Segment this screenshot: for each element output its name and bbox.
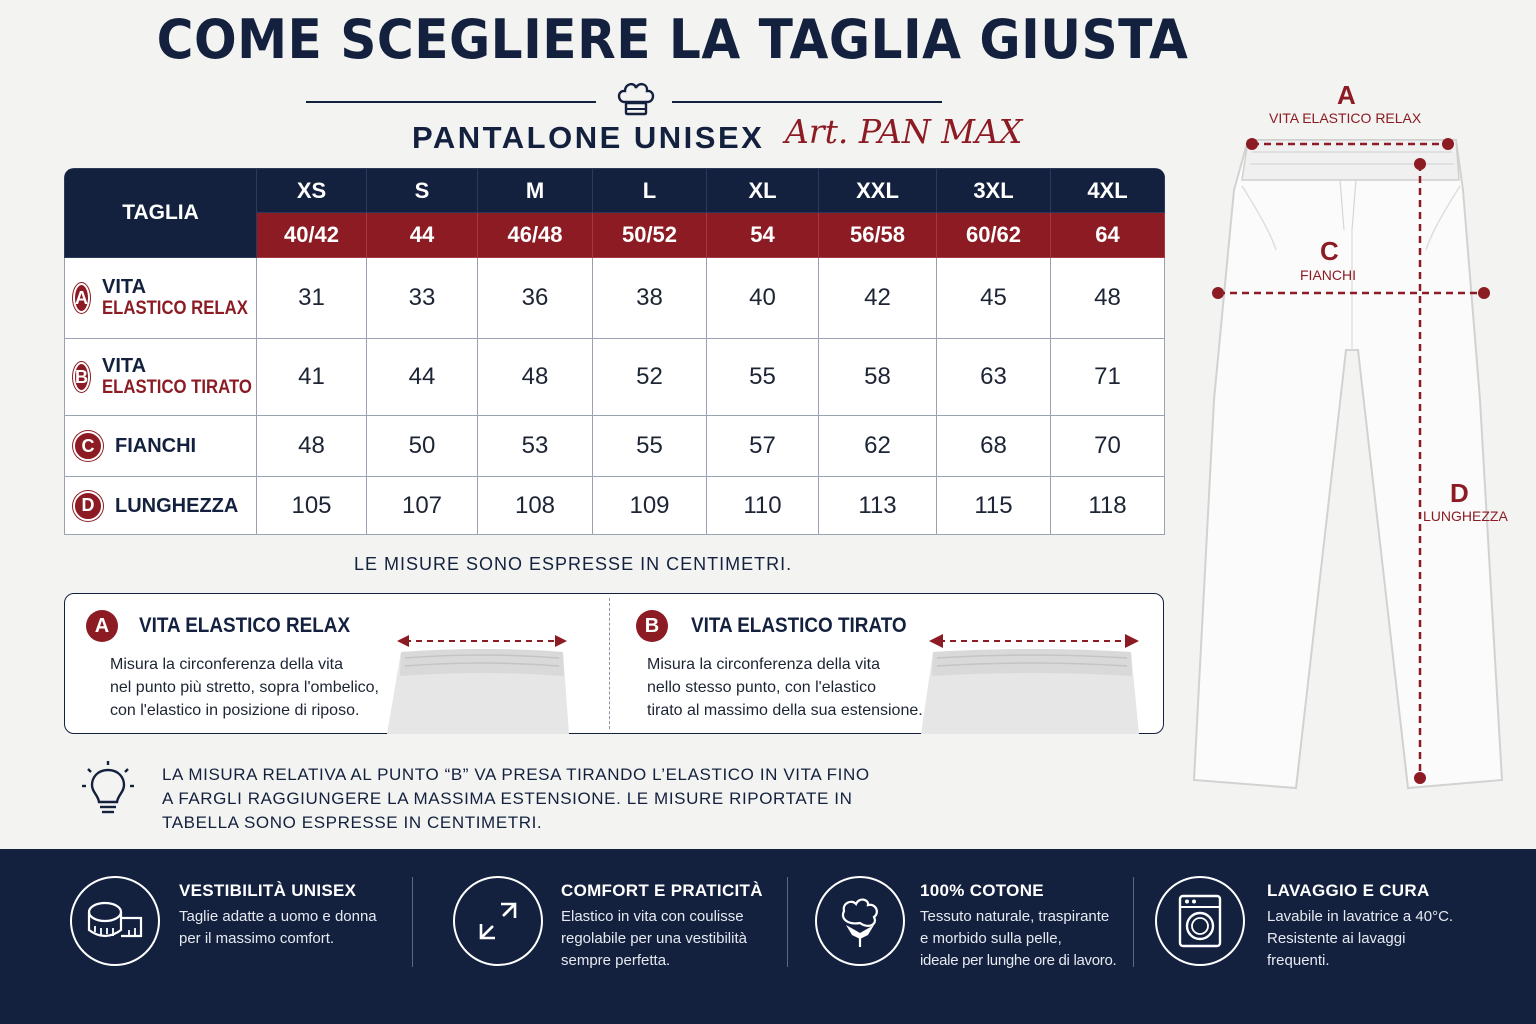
desc-line: frequenti. [1267, 952, 1330, 969]
feature-comfort [412, 849, 787, 1024]
row-label-main: VITA [102, 275, 147, 298]
desc-line: nel punto più stretto, sopra l'ombelico, [110, 679, 379, 696]
measuring-tape-icon [70, 876, 160, 966]
table-cell: 55 [593, 416, 707, 477]
product-subtitle: PANTALONE UNISEX [412, 120, 765, 155]
desc-line: con l'elastico in posizione di riposo. [110, 702, 360, 719]
feature-desc [1267, 906, 1497, 972]
table-cell: 110 [707, 477, 819, 535]
pants-label-c-letter: C [1320, 236, 1339, 266]
table-cell: 38 [593, 258, 707, 339]
desc-line: e morbido sulla pelle, [920, 930, 1062, 947]
cotton-flower-icon [815, 876, 905, 966]
expand-arrows-icon [453, 876, 543, 966]
desc-line: per il massimo comfort. [179, 930, 335, 947]
size-header: M [478, 169, 593, 213]
table-cell: 57 [707, 416, 819, 477]
desc-line: tirato al massimo della sua estensione. [647, 702, 923, 719]
table-row [65, 258, 1165, 339]
table-cell: 109 [593, 477, 707, 535]
table-cell: 62 [819, 416, 937, 477]
table-corner-label: TAGLIA [65, 169, 257, 258]
table-cell: 42 [819, 258, 937, 339]
feature-desc [920, 906, 1140, 972]
row-label-sub: ELASTICO RELAX [102, 297, 248, 319]
table-cell: 48 [478, 339, 593, 416]
pants-label-c: FIANCHI [1300, 267, 1356, 283]
table-cell: 48 [257, 416, 367, 477]
table-cell: 36 [478, 258, 593, 339]
table-cell: 107 [367, 477, 478, 535]
desc-line: Taglie adatte a uomo e donna [179, 908, 377, 925]
size-header: L [593, 169, 707, 213]
feature-cotton [787, 849, 1133, 1024]
row-label [65, 339, 257, 416]
it-size-header: 50/52 [593, 213, 707, 258]
row-label [65, 477, 257, 535]
table-cell: 53 [478, 416, 593, 477]
feature-unisex [0, 849, 410, 1024]
table-cell: 50 [367, 416, 478, 477]
waist-relax-illustration [383, 628, 583, 734]
desc-line: Tessuto naturale, traspirante [920, 908, 1110, 925]
row-label-main: FIANCHI [115, 435, 197, 457]
feature-desc [561, 906, 791, 972]
pants-label-d-letter: D [1450, 478, 1469, 508]
feature-care [1133, 849, 1536, 1024]
table-cell: 58 [819, 339, 937, 416]
it-size-header: 44 [367, 213, 478, 258]
table-cell: 45 [937, 258, 1051, 339]
table-cell: 113 [819, 477, 937, 535]
desc-line: Elastico in vita con coulisse [561, 908, 744, 925]
chef-hat-icon [615, 80, 657, 118]
table-cell: 48 [1051, 258, 1165, 339]
row-label [65, 258, 257, 339]
table-cell: 41 [257, 339, 367, 416]
it-size-header: 46/48 [478, 213, 593, 258]
measure-a-title: VITA ELASTICO RELAX [139, 614, 351, 637]
title-divider-right [672, 101, 942, 103]
tip-line: TABELLA SONO ESPRESSE IN CENTIMETRI. [162, 813, 543, 832]
table-cell: 68 [937, 416, 1051, 477]
table-cell: 70 [1051, 416, 1165, 477]
desc-line: regolabile per una vestibilità [561, 930, 747, 947]
measurement-tip [162, 763, 882, 835]
row-label-sub: ELASTICO TIRATO [102, 376, 252, 398]
pants-illustration [1180, 80, 1520, 800]
table-row [65, 339, 1165, 416]
desc-line: Misura la circonferenza della vita [647, 656, 880, 673]
feature-title: 100% COTONE [920, 881, 1044, 900]
feature-desc [179, 906, 409, 950]
table-cell: 63 [937, 339, 1051, 416]
table-cell: 44 [367, 339, 478, 416]
size-header: XXL [819, 169, 937, 213]
table-cell: 33 [367, 258, 478, 339]
lightbulb-icon [82, 760, 134, 818]
row-label-main: LUNGHEZZA [115, 494, 239, 517]
table-cell: 118 [1051, 477, 1165, 535]
desc-line: Misura la circonferenza della vita [110, 656, 343, 673]
desc-line: nello stesso punto, con l'elastico [647, 679, 876, 696]
row-label-main: VITA [102, 354, 147, 377]
article-code: Art. PAN MAX [785, 112, 1023, 151]
panel-divider [609, 598, 610, 729]
size-header: 3XL [937, 169, 1051, 213]
size-header: 4XL [1051, 169, 1165, 213]
tip-line: A FARGLI RAGGIUNGERE LA MASSIMA ESTENSIONE. LE MISURE RIPORTATE IN [162, 789, 853, 808]
size-table [64, 168, 1165, 535]
table-cell: 40 [707, 258, 819, 339]
it-size-header: 54 [707, 213, 819, 258]
tip-line: LA MISURA RELATIVA AL PUNTO “B” VA PRESA TIRANDO L’ELASTICO IN VITA FINO [162, 765, 870, 784]
measure-b-badge: B [636, 610, 668, 642]
it-size-header: 60/62 [937, 213, 1051, 258]
table-cell: 55 [707, 339, 819, 416]
feature-title: COMFORT E PRATICITÀ [561, 881, 763, 900]
size-header: S [367, 169, 478, 213]
row-badge: B [73, 362, 90, 392]
feature-title: LAVAGGIO E CURA [1267, 881, 1430, 900]
table-cell: 71 [1051, 339, 1165, 416]
measure-a-badge: A [86, 610, 118, 642]
table-cell: 115 [937, 477, 1051, 535]
size-header: XL [707, 169, 819, 213]
desc-line: Lavabile in lavatrice a 40°C. [1267, 908, 1454, 925]
desc-line: sempre perfetta. [561, 952, 671, 969]
pants-label-a: VITA ELASTICO RELAX [1269, 110, 1422, 126]
measure-b-desc [647, 653, 937, 722]
table-cell: 105 [257, 477, 367, 535]
row-badge: A [73, 283, 90, 313]
table-cell: 31 [257, 258, 367, 339]
desc-line: Resistente ai lavaggi [1267, 930, 1406, 947]
row-label [65, 416, 257, 477]
it-size-header: 56/58 [819, 213, 937, 258]
it-size-header: 40/42 [257, 213, 367, 258]
units-note: LE MISURE SONO ESPRESSE IN CENTIMETRI. [354, 554, 793, 574]
table-cell: 108 [478, 477, 593, 535]
size-header: XS [257, 169, 367, 213]
table-row [65, 416, 1165, 477]
page-title: COME SCEGLIERE LA TAGLIA GIUSTA [156, 8, 1189, 71]
title-divider-left [306, 101, 596, 103]
measure-instructions-panel [64, 593, 1164, 734]
features-footer [0, 849, 1536, 1024]
row-badge: C [73, 431, 103, 461]
table-cell: 52 [593, 339, 707, 416]
measure-b-title: VITA ELASTICO TIRATO [691, 614, 907, 637]
washing-machine-icon [1155, 876, 1245, 966]
measure-a-desc [110, 653, 400, 722]
waist-stretched-illustration [917, 628, 1147, 734]
pants-label-a-letter: A [1337, 80, 1356, 110]
desc-line: ideale per lunghe ore di lavoro. [920, 952, 1117, 969]
feature-title: VESTIBILITÀ UNISEX [179, 881, 357, 900]
pants-label-d: LUNGHEZZA [1423, 508, 1508, 524]
it-size-header: 64 [1051, 213, 1165, 258]
row-badge: D [73, 491, 103, 521]
table-row [65, 477, 1165, 535]
